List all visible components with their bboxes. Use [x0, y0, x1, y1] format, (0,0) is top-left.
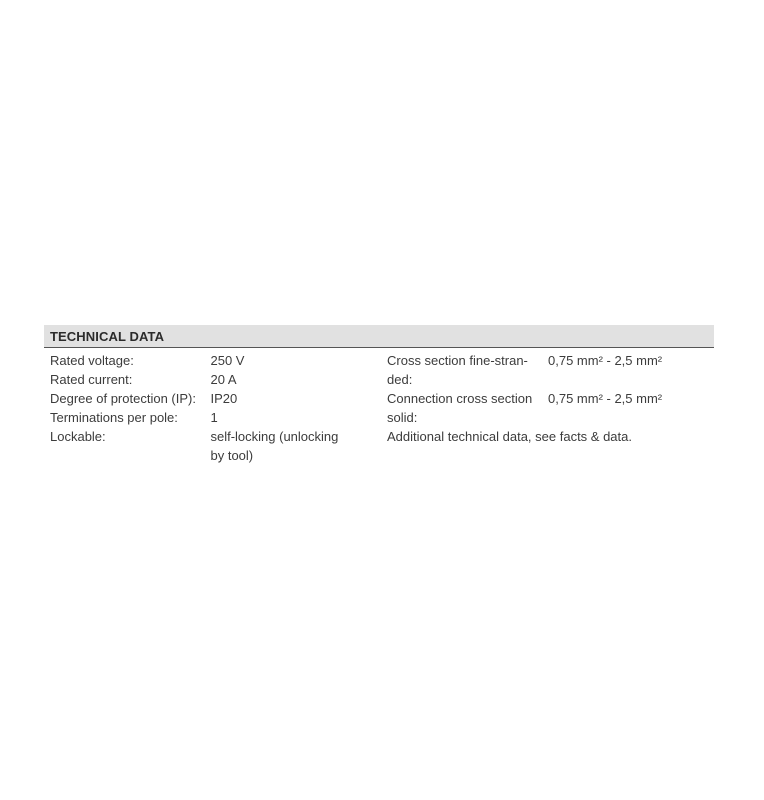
spec-value: 1	[210, 410, 218, 425]
spec-label: Rated current:	[50, 372, 133, 387]
spec-label-line: Cross section fine-stran-	[387, 353, 528, 368]
spec-value: 0,75 mm² - 2,5 mm²	[548, 391, 663, 406]
spec-row-degree-of-protection	[50, 389, 360, 408]
additional-data-note: Additional technical data, see facts & data.	[387, 429, 632, 444]
spec-label-line: Connection cross section	[387, 391, 533, 406]
spec-value: 250 V	[210, 353, 245, 368]
spec-value	[210, 427, 360, 465]
spec-label: Terminations per pole:	[50, 410, 178, 425]
spec-value: 20 A	[210, 372, 237, 387]
spec-value-line: by tool)	[210, 448, 254, 463]
spec-label: Rated voltage:	[50, 353, 134, 368]
spec-label	[387, 351, 548, 389]
spec-label	[387, 389, 548, 427]
spec-label: Lockable:	[50, 429, 106, 444]
specs-right-column	[387, 351, 714, 446]
section-header	[44, 325, 714, 348]
spec-row-rated-voltage	[50, 351, 360, 370]
spec-value: IP20	[210, 391, 238, 406]
spec-row-terminations-per-pole	[50, 408, 360, 427]
specs-left-column	[50, 351, 360, 465]
spec-row-cross-section-fine-stranded	[387, 351, 714, 389]
spec-label-line: ded:	[387, 372, 413, 387]
section-title: TECHNICAL DATA	[50, 328, 165, 344]
spec-label-line: solid:	[387, 410, 418, 425]
technical-data-section	[44, 325, 714, 463]
spec-row-lockable	[50, 427, 360, 465]
spec-value: 0,75 mm² - 2,5 mm²	[548, 353, 663, 368]
spec-value-line: self-locking (unlocking	[210, 429, 339, 444]
spec-row-rated-current	[50, 370, 360, 389]
spec-label: Degree of protection (IP):	[50, 391, 196, 406]
spec-row-connection-cross-section-solid	[387, 389, 714, 427]
